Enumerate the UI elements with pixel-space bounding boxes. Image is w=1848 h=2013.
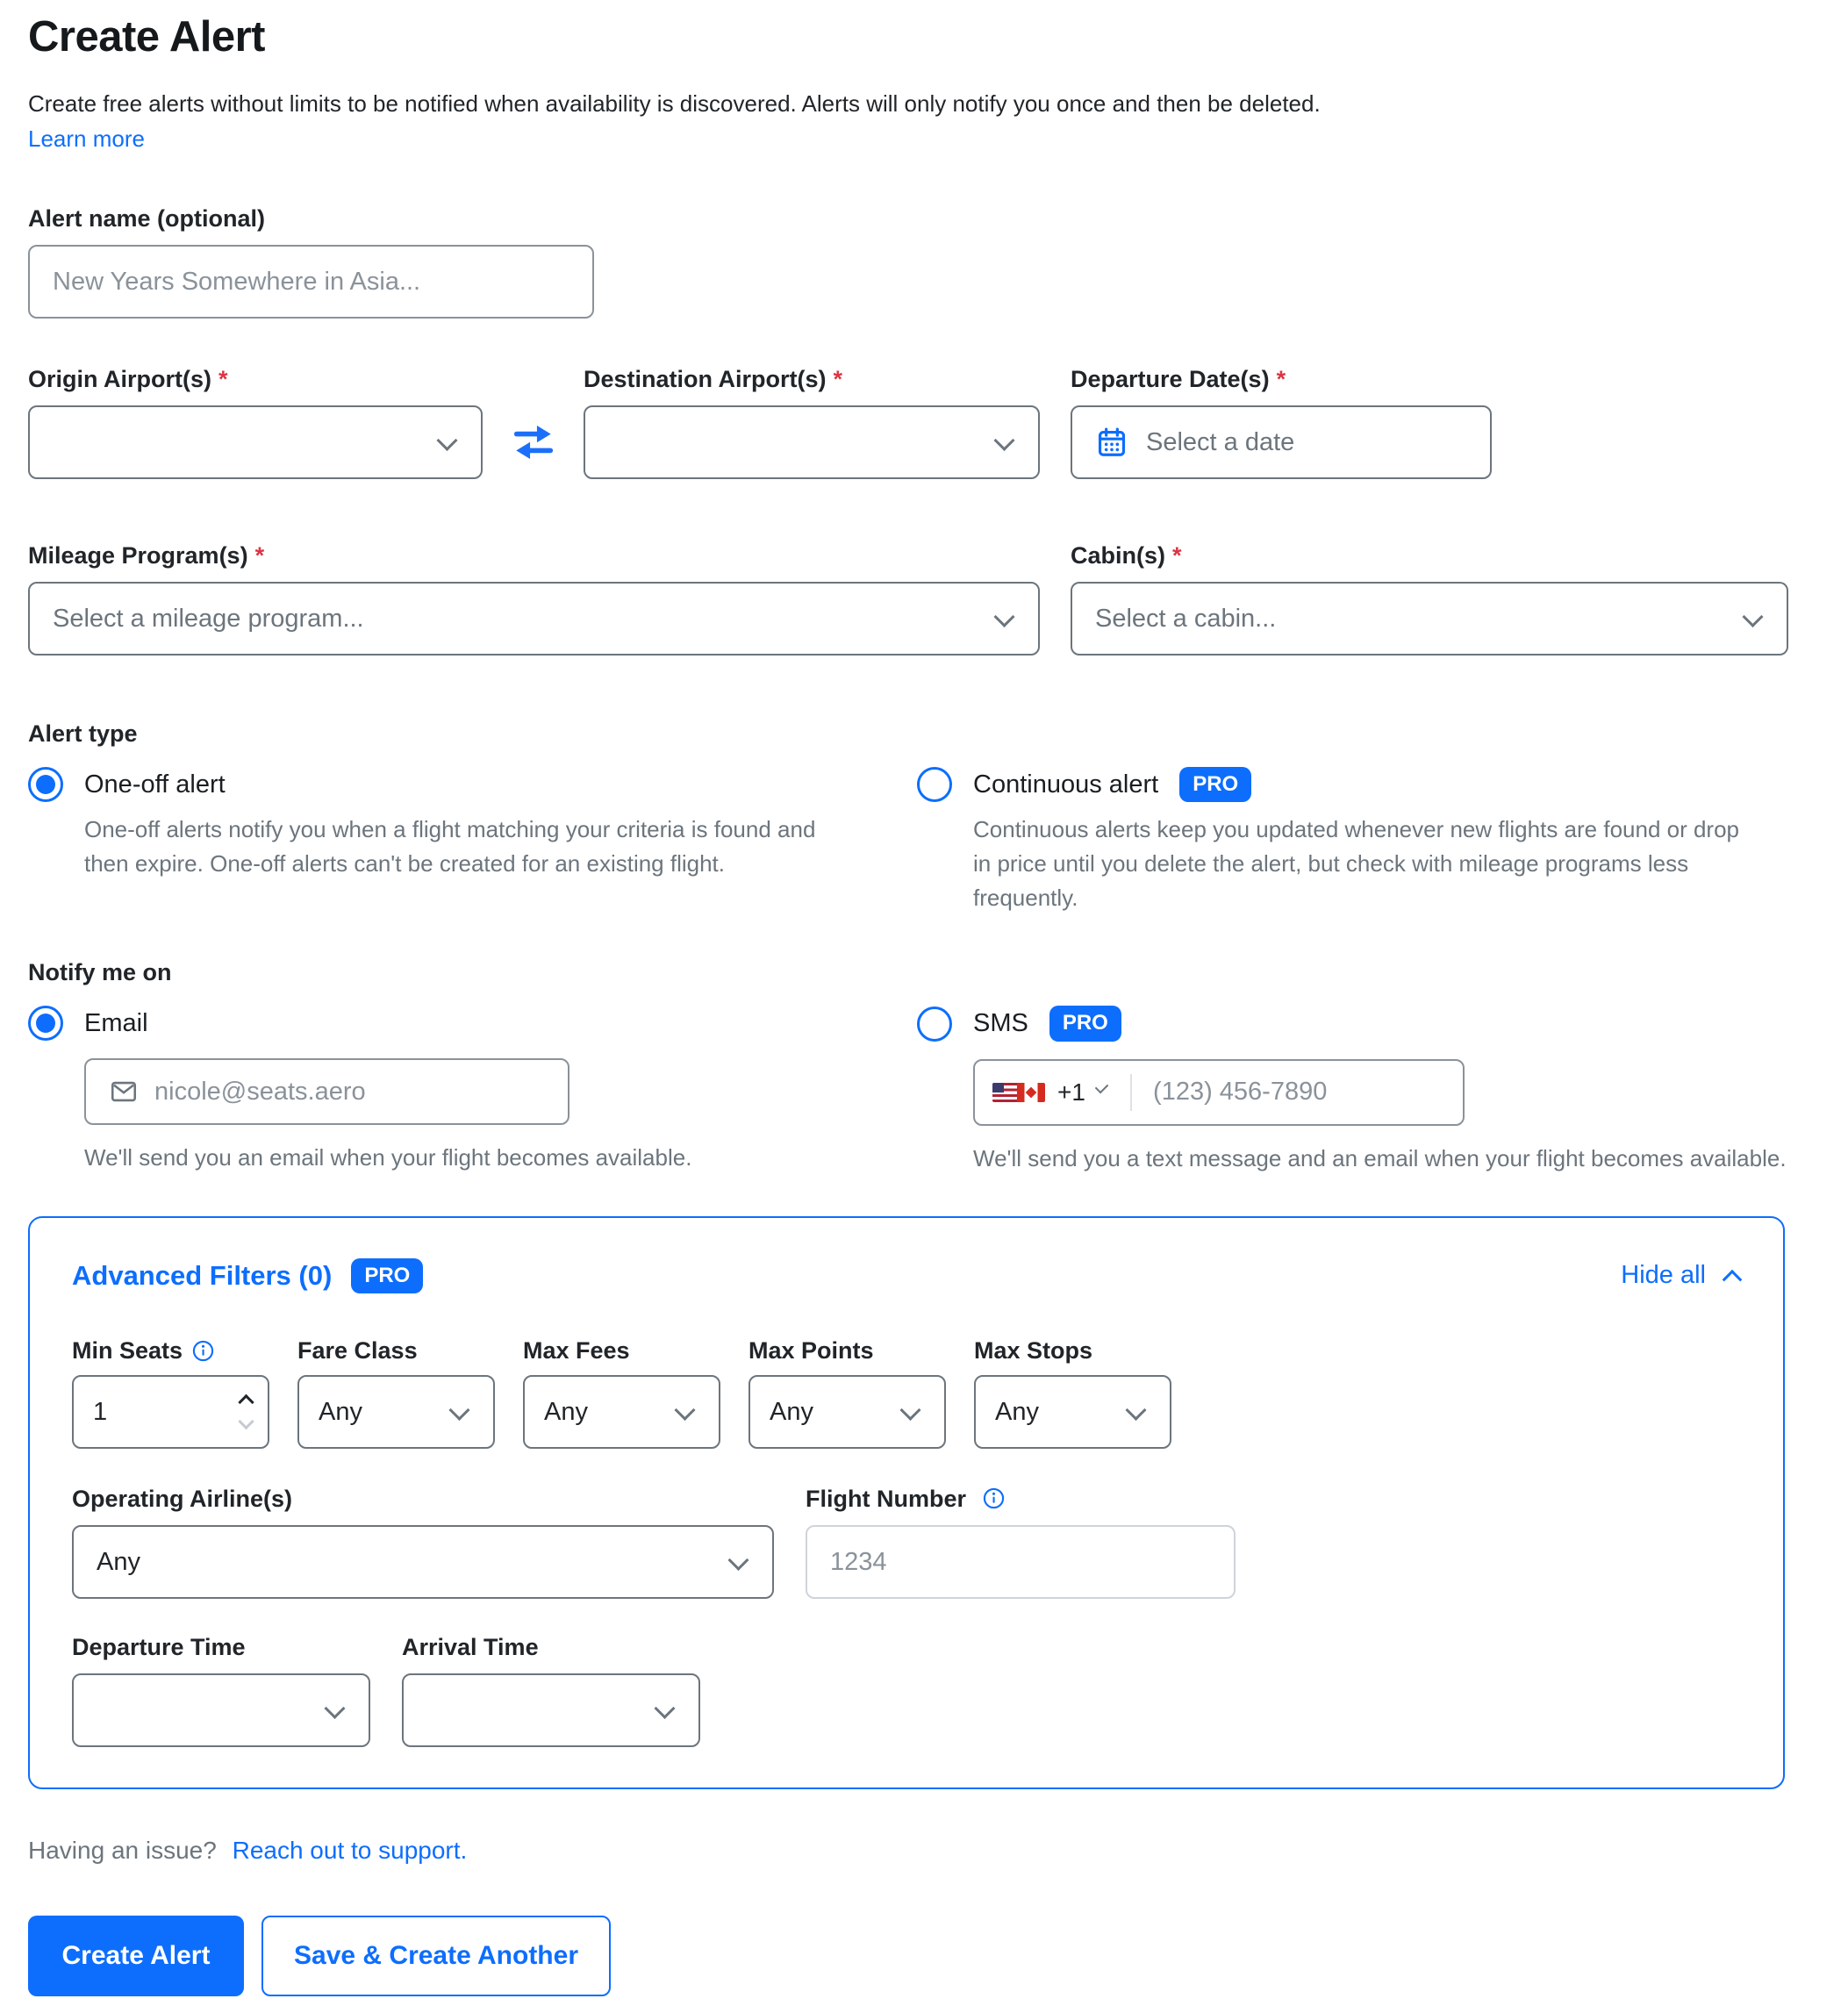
max-stops-label: Max Stops: [974, 1337, 1093, 1365]
envelope-icon: [109, 1077, 139, 1107]
required-asterisk: *: [1276, 366, 1286, 392]
sms-option: [917, 1006, 1790, 1171]
flight-number-field[interactable]: [806, 1525, 1236, 1599]
country-code[interactable]: +1: [1057, 1078, 1085, 1106]
email-input[interactable]: [154, 1078, 545, 1107]
canada-flag-icon: [1017, 1083, 1045, 1102]
email-label: Email: [84, 1008, 148, 1037]
swap-horizontal-icon: [510, 422, 557, 462]
radio-button[interactable]: [28, 1006, 63, 1041]
min-seats-label: Min Seats: [72, 1337, 183, 1365]
departure-date-picker[interactable]: [1071, 405, 1492, 479]
cabin-select[interactable]: [1071, 582, 1788, 655]
arrival-time-select[interactable]: [402, 1673, 700, 1747]
chevron-down-icon: [1125, 1400, 1146, 1421]
save-create-another-button[interactable]: Save & Create Another: [261, 1916, 611, 1996]
number-stepper[interactable]: [240, 1397, 252, 1428]
arrival-time-group: [402, 1634, 700, 1747]
email-field[interactable]: [84, 1058, 569, 1125]
radio-button[interactable]: [28, 767, 63, 802]
max-fees-group: [523, 1337, 720, 1449]
alert-name-label: Alert name (optional): [28, 205, 266, 232]
required-asterisk: *: [254, 542, 265, 569]
pro-badge: PRO: [1049, 1006, 1121, 1041]
max-stops-value: Any: [995, 1397, 1039, 1426]
sms-helper: We'll send you a text message and an email when your flight becomes available.: [973, 1144, 1787, 1171]
airline-row: [72, 1486, 1739, 1599]
max-points-label: Max Points: [749, 1337, 874, 1365]
operating-airlines-label: Operating Airline(s): [72, 1486, 293, 1513]
divider: [1130, 1074, 1132, 1111]
origin-airport-select[interactable]: [28, 405, 483, 479]
phone-field: [973, 1059, 1465, 1126]
chevron-down-icon: [1095, 1080, 1109, 1094]
chevron-down-icon: [899, 1400, 920, 1421]
stepper-up-icon[interactable]: [238, 1394, 254, 1410]
fare-class-group: [297, 1337, 495, 1449]
action-buttons: [28, 1916, 1790, 1996]
operating-airlines-select[interactable]: [72, 1525, 774, 1599]
flight-number-label: Flight Number: [806, 1486, 966, 1513]
departure-time-select[interactable]: [72, 1673, 370, 1747]
chevron-down-icon: [1742, 606, 1763, 627]
pro-badge: PRO: [351, 1258, 423, 1293]
learn-more-link[interactable]: Learn more: [28, 125, 145, 152]
date-placeholder: Select a date: [1146, 427, 1295, 456]
info-icon: [191, 1339, 215, 1363]
mileage-label: Mileage Program(s): [28, 542, 248, 569]
destination-field-group: [584, 366, 1071, 479]
one-off-label: One-off alert: [84, 770, 226, 799]
continuous-radio-option[interactable]: [917, 767, 1790, 802]
phone-input[interactable]: [1153, 1078, 1445, 1107]
origin-label: Origin Airport(s): [28, 366, 211, 392]
one-off-option: [28, 767, 917, 915]
min-seats-input[interactable]: [93, 1398, 248, 1427]
chevron-down-icon: [436, 430, 457, 451]
time-row: [72, 1634, 1739, 1747]
continuous-label: Continuous alert: [973, 770, 1159, 799]
chevron-down-icon: [993, 430, 1014, 451]
fare-class-value: Any: [319, 1397, 362, 1426]
required-asterisk: *: [833, 366, 843, 392]
mileage-program-select[interactable]: [28, 582, 1040, 655]
chevron-down-icon: [448, 1400, 469, 1421]
mileage-placeholder: Select a mileage program...: [53, 604, 364, 633]
max-fees-value: Any: [544, 1397, 588, 1426]
flight-number-input[interactable]: [830, 1548, 1211, 1577]
max-points-select[interactable]: [749, 1375, 946, 1449]
cabin-field-group: [1071, 542, 1788, 655]
fare-class-label: Fare Class: [297, 1337, 418, 1365]
hide-all-label: Hide all: [1621, 1261, 1706, 1290]
destination-label: Destination Airport(s): [584, 366, 827, 392]
notify-section: [28, 959, 1790, 1171]
notify-options: [28, 1006, 1790, 1171]
alert-name-section: [28, 205, 1790, 319]
swap-airports-button[interactable]: [483, 405, 584, 479]
chevron-down-icon: [324, 1698, 345, 1719]
chevron-up-icon: [1723, 1270, 1743, 1290]
min-seats-field[interactable]: [72, 1375, 269, 1449]
filters-row: [72, 1337, 1739, 1449]
email-helper: We'll send you an email when your flight becomes available.: [84, 1144, 692, 1171]
max-stops-select[interactable]: [974, 1375, 1171, 1449]
departure-date-field-group: [1071, 366, 1492, 479]
flight-number-group: [806, 1486, 1236, 1599]
chevron-down-icon: [727, 1550, 749, 1571]
max-fees-select[interactable]: [523, 1375, 720, 1449]
support-row: [28, 1837, 1790, 1865]
operating-airlines-value: Any: [97, 1547, 140, 1576]
alert-type-section: [28, 720, 1790, 915]
programs-row: [28, 542, 1790, 655]
pro-badge: PRO: [1179, 767, 1251, 802]
chevron-down-icon: [993, 606, 1014, 627]
fare-class-select[interactable]: [297, 1375, 495, 1449]
info-icon: [982, 1486, 1006, 1510]
email-radio-option[interactable]: [28, 1006, 917, 1041]
issue-text: Having an issue?: [28, 1837, 217, 1865]
sms-label: SMS: [973, 1009, 1028, 1038]
route-row: [28, 366, 1790, 479]
alert-name-input[interactable]: [53, 268, 569, 297]
create-alert-button[interactable]: Create Alert: [28, 1916, 244, 1996]
required-asterisk: *: [218, 366, 228, 392]
calendar-icon: [1095, 426, 1128, 459]
max-points-value: Any: [770, 1397, 813, 1426]
email-option: [28, 1006, 917, 1171]
chevron-down-icon: [674, 1400, 695, 1421]
operating-airlines-group: [72, 1486, 774, 1599]
advanced-filters-panel: [28, 1216, 1785, 1789]
max-points-group: [749, 1337, 946, 1449]
radio-button[interactable]: [917, 767, 952, 802]
min-seats-group: [72, 1337, 269, 1449]
one-off-radio-option[interactable]: [28, 767, 917, 802]
departure-time-label: Departure Time: [72, 1634, 246, 1661]
continuous-description: Continuous alerts keep you updated whenever new flights are found or drop in price until you delete the alert, but check with mileage programs less frequently.: [973, 816, 1740, 912]
alert-name-field[interactable]: [28, 245, 594, 319]
page-title: Create Alert: [28, 13, 265, 61]
advanced-filters-header: [72, 1258, 1739, 1293]
mileage-field-group: [28, 542, 1071, 655]
cabin-placeholder: Select a cabin...: [1095, 604, 1277, 633]
support-link[interactable]: Reach out to support.: [232, 1837, 468, 1865]
cabin-label: Cabin(s): [1071, 542, 1165, 569]
max-fees-label: Max Fees: [523, 1337, 630, 1365]
hide-all-button[interactable]: [1621, 1261, 1739, 1290]
continuous-option: [917, 767, 1790, 915]
max-stops-group: [974, 1337, 1171, 1449]
departure-time-group: [72, 1634, 370, 1747]
one-off-description: One-off alerts notify you when a flight matching your criteria is found and then expire. One-off alerts can't be created for an existing flight.: [84, 816, 816, 877]
alert-type-options: [28, 767, 1790, 915]
advanced-filters-title[interactable]: Advanced Filters (0): [72, 1259, 333, 1291]
alert-type-label: Alert type: [28, 720, 138, 747]
destination-airport-select[interactable]: [584, 405, 1040, 479]
notify-label: Notify me on: [28, 959, 172, 986]
arrival-time-label: Arrival Time: [402, 1634, 539, 1661]
sms-radio-option[interactable]: [917, 1006, 1790, 1041]
country-selector[interactable]: [992, 1083, 1045, 1102]
stepper-down-icon[interactable]: [238, 1414, 254, 1429]
page-description: Create free alerts without limits to be notified when availability is discovered. Alerts will only notify you once and then be deleted.: [28, 90, 1321, 117]
required-asterisk: *: [1172, 542, 1182, 569]
chevron-down-icon: [654, 1698, 675, 1719]
origin-field-group: [28, 366, 483, 479]
radio-button[interactable]: [917, 1006, 952, 1042]
departure-date-label: Departure Date(s): [1071, 366, 1270, 392]
